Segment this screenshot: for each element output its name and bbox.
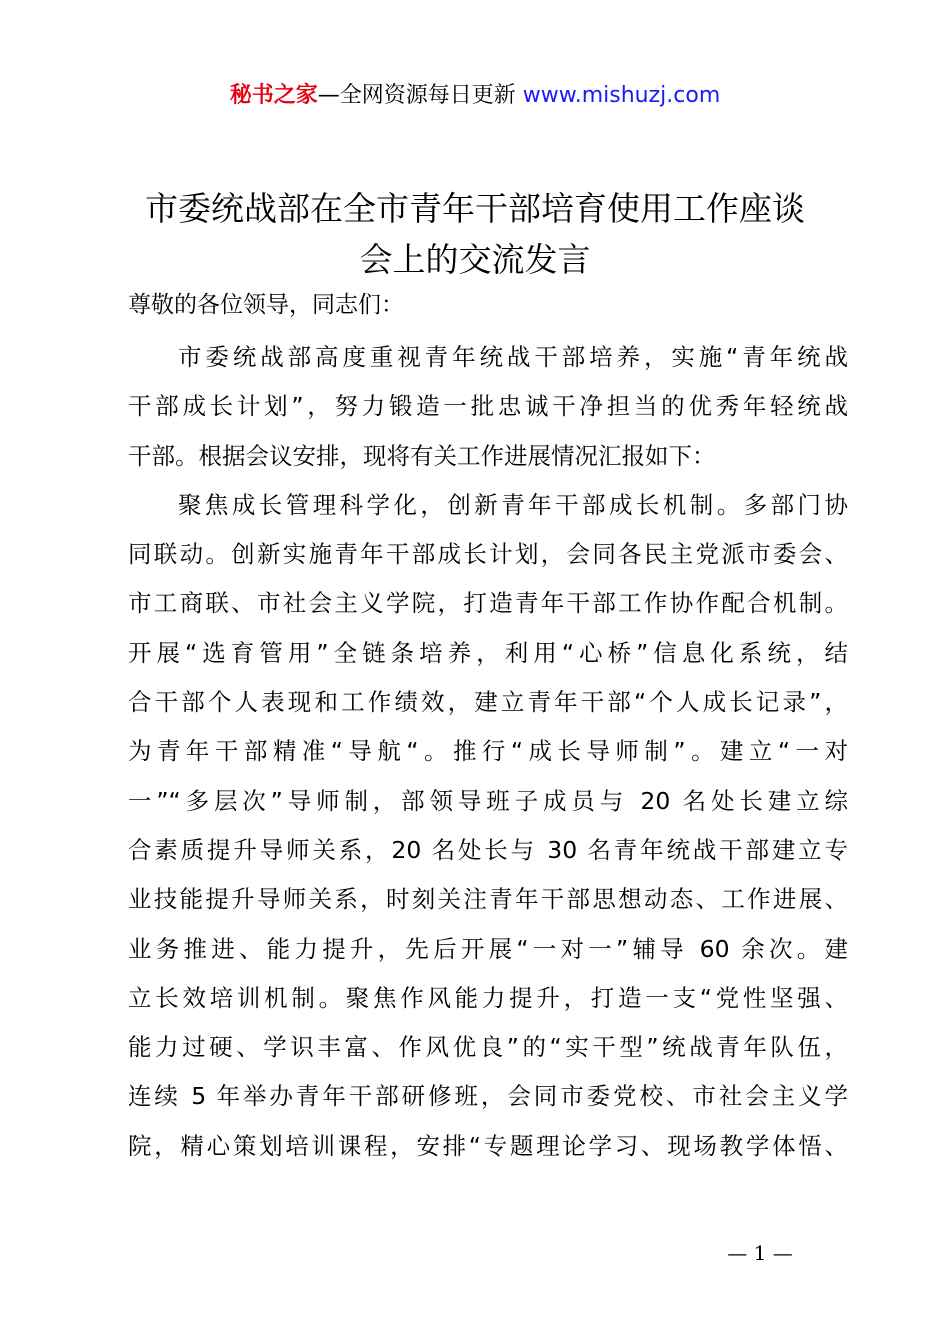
paragraph-2-line: 立长效培训机制。聚焦作风能力提升，打造一支“党性坚强、: [128, 983, 848, 1012]
site-header: [0, 80, 950, 112]
paragraph-1-line: 市委统战部高度重视青年统战干部培养，实施“青年统战: [178, 343, 848, 371]
site-brand: 秘书之家: [229, 83, 318, 108]
title-line-1: 市委统战部在全市青年干部培育使用工作座谈: [145, 189, 805, 228]
paragraph-2-line: 开展“选育管用”全链条培养，利用“心桥”信息化系统，结: [128, 638, 848, 667]
paragraph-2-line: 一”“多层次”导师制，部领导班子成员与 20 名处长建立综: [128, 786, 848, 815]
paragraph-2-line: 业务推进、能力提升，先后开展“一对一”辅导 60 余次。建: [128, 934, 848, 963]
paragraph-1-line: 干部成长计划”，努力锻造一批忠诚干净担当的优秀年轻统战: [128, 392, 848, 421]
paragraph-1-line: 干部。根据会议安排，现将有关工作进展情况汇报如下：: [128, 441, 716, 470]
page-number: — 1 —: [727, 1241, 793, 1265]
greeting: 尊敬的各位领导，同志们：: [128, 292, 404, 318]
paragraph-2-line: 市工商联、市社会主义学院，打造青年干部工作协作配合机制。: [128, 589, 848, 618]
paragraph-2-line: 合素质提升导师关系，20 名处长与 30 名青年统战干部建立专: [128, 835, 848, 864]
paragraph-2-line: 聚焦成长管理科学化，创新青年干部成长机制。多部门协: [178, 490, 848, 519]
paragraph-2-line: 院，精心策划培训课程，安排“专题理论学习、现场教学体悟、: [128, 1131, 848, 1160]
paragraph-2-line: 能力过硬、学识丰富、作风优良”的“实干型”统战青年队伍，: [128, 1033, 848, 1062]
document-title: [100, 183, 850, 285]
site-tagline: —全网资源每日更新: [317, 83, 516, 108]
document-body: [128, 335, 848, 1173]
paragraph-2-line: 连续 5 年举办青年干部研修班，会同市委党校、市社会主义学: [128, 1082, 848, 1111]
site-url-link[interactable]: www.mishuzj.com: [522, 83, 721, 108]
title-line-2: 会上的交流发言: [359, 240, 591, 279]
paragraph-2-line: 为青年干部精准“导航“。推行“成长导师制”。建立“一对: [128, 737, 848, 766]
paragraph-2-line: 合干部个人表现和工作绩效，建立青年干部“个人成长记录”，: [128, 688, 848, 717]
paragraph-2-line: 同联动。创新实施青年干部成长计划，会同各民主党派市委会、: [128, 540, 848, 569]
paragraph-2-line: 业技能提升导师关系，时刻关注青年干部思想动态、工作进展、: [128, 885, 848, 914]
